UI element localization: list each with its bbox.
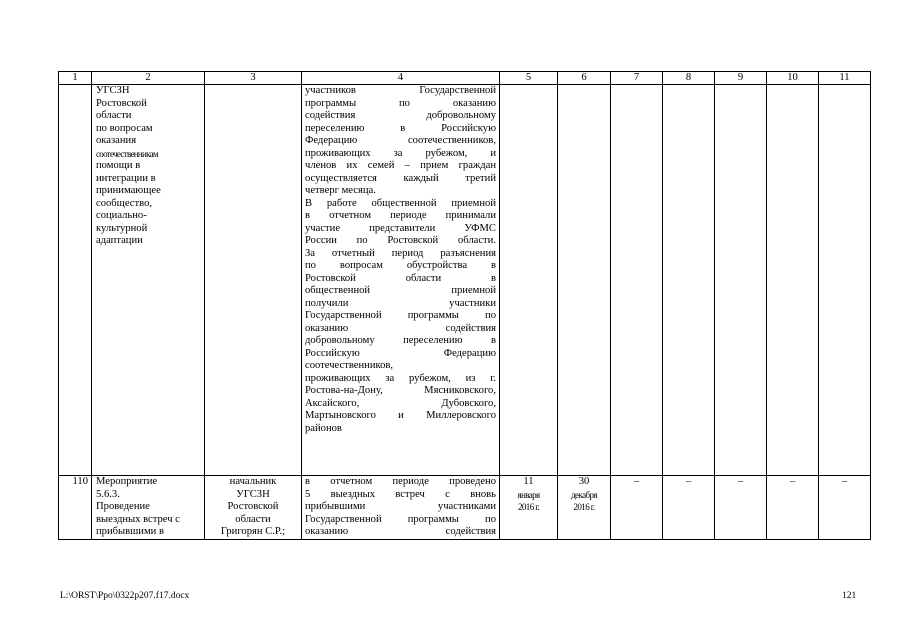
dash-cell: – <box>663 476 715 540</box>
dash-cell: – <box>767 476 819 540</box>
empty-cell <box>767 85 819 476</box>
col-header: 2 <box>92 72 205 85</box>
result-cell <box>302 85 500 476</box>
result-text: в отчетном периоде проведено 5 выездных встреч с вновь прибывшими участниками Государственной программы по оказанию содействия <box>305 476 496 537</box>
page-number: 121 <box>842 591 857 601</box>
event-name-cell: Мероприятие 5.6.3. Проведение выездных встреч с прибывшими в <box>92 476 205 540</box>
end-date-cell <box>558 85 611 476</box>
column-number-row <box>59 72 871 85</box>
col-header: 11 <box>819 72 871 85</box>
responsible-cell <box>205 85 302 476</box>
empty-cell <box>819 85 871 476</box>
executor-cell <box>92 85 205 476</box>
result-cell <box>302 476 500 540</box>
responsible-cell: начальник УГСЗН Ростовской области Григорян С.Р.; <box>205 476 302 540</box>
col-header: 7 <box>611 72 663 85</box>
col-header: 1 <box>59 72 92 85</box>
row-number-cell <box>59 85 92 476</box>
executor-text: УГСЗН Ростовской области по вопросам оказания соотечественникам помощи в интеграции в принимающее сообщество, социально- культурной адаптации <box>96 85 161 246</box>
col-header: 3 <box>205 72 302 85</box>
table-row <box>59 476 871 540</box>
col-header: 4 <box>302 72 500 85</box>
table-row <box>59 85 871 476</box>
row-number-cell: 110 <box>59 476 92 540</box>
dash-cell: – <box>611 476 663 540</box>
col-header: 8 <box>663 72 715 85</box>
col-header: 5 <box>500 72 558 85</box>
dash-cell: – <box>819 476 871 540</box>
file-path: L:\ORST\Ppo\0322p207.f17.docx <box>60 591 190 601</box>
col-header: 9 <box>715 72 767 85</box>
end-date-cell: 30 декабря 2016 г. <box>558 476 611 540</box>
start-date-cell: 11 января 2016 г. <box>500 476 558 540</box>
col-header: 6 <box>558 72 611 85</box>
report-table <box>58 71 871 540</box>
dash-cell: – <box>715 476 767 540</box>
result-text: участников Государственной программы по оказанию содействия добровольному переселению в Российскую Федерацию соотечественников, проживающих за рубежом, и членов их семей – прием граждан осуществляется каждый третий четверг месяца. В работе общественной приемной в отчетном периоде принимали участие представители УФМС России по Ростовской области. За отчетный период разъяснения по вопросам обустройства в Ростовской области в общественной приемной получили участники Государственной программы по оказанию содействия добровольному переселению в Российскую Федерацию соотечественников, проживающих за рубежом, из г. Ростова-на-Дону, Мясниковского, Аксайского, Дубовского, Мартыновского и Миллеровского районов <box>305 85 496 434</box>
empty-cell <box>663 85 715 476</box>
col-header: 10 <box>767 72 819 85</box>
empty-cell <box>611 85 663 476</box>
start-date-cell <box>500 85 558 476</box>
empty-cell <box>715 85 767 476</box>
